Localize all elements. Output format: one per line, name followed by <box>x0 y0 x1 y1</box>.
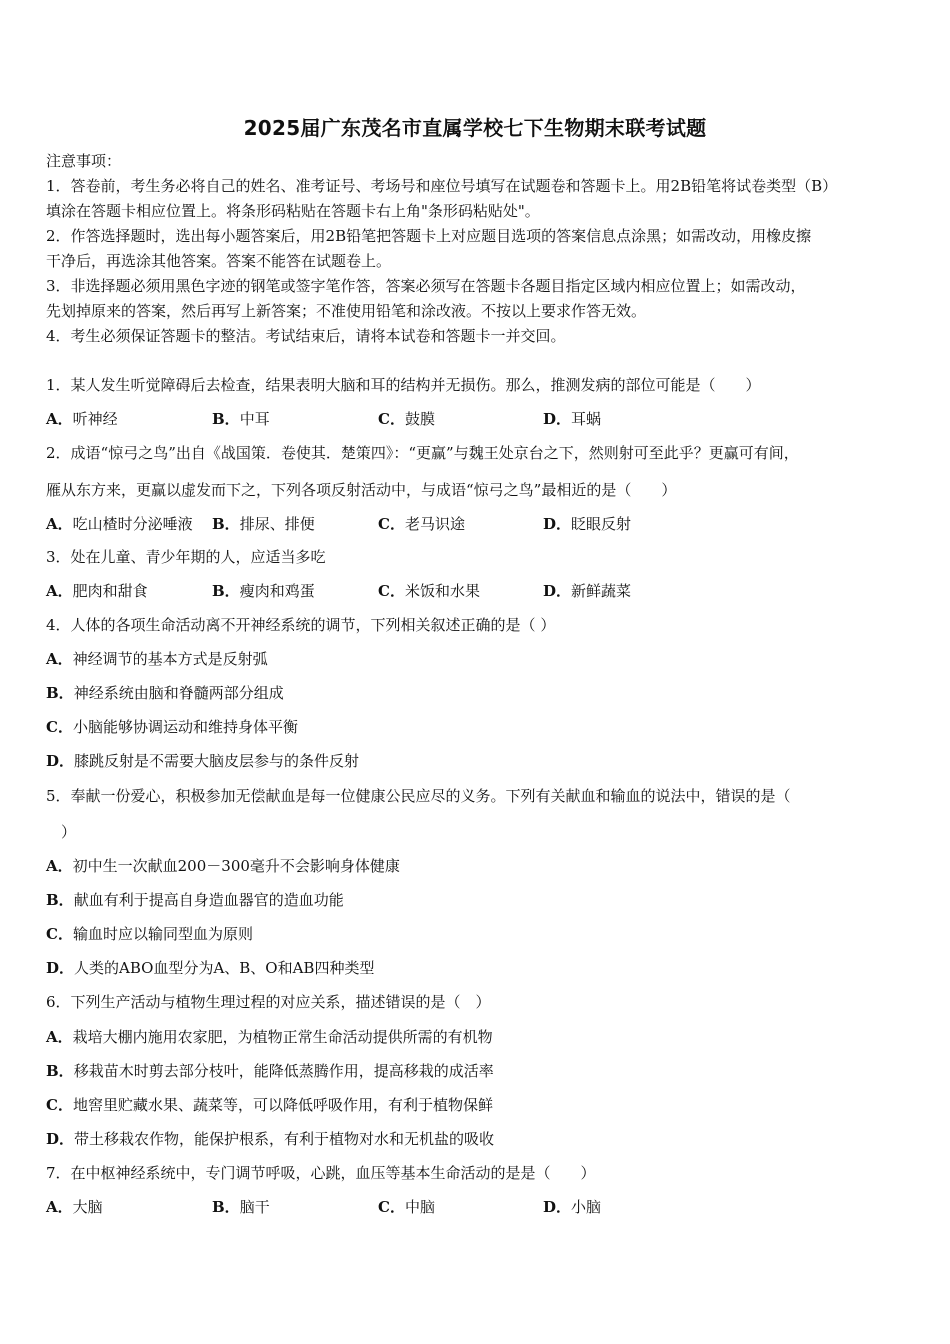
option-text: 排尿、排便 <box>239 515 315 533</box>
option-text: 献血有利于提高自身造血器官的造血功能 <box>73 891 344 909</box>
option-label: B． <box>212 515 240 533</box>
option-label: A． <box>46 1028 73 1046</box>
option-c <box>46 1096 493 1114</box>
option-d <box>46 752 359 770</box>
notice-line: 干净后，再选涂其他答案。答案不能答在试题卷上。 <box>46 252 392 270</box>
option-text: 地窖里贮藏水果、蔬菜等，可以降低呼吸作用，有利于植物保鲜 <box>72 1096 493 1114</box>
option-label: C． <box>46 718 73 736</box>
option-c <box>46 718 298 736</box>
option-label: D． <box>46 959 75 977</box>
question-stem: 1．某人发生听觉障碍后去检查，结果表明大脑和耳的结构并无损伤。那么，推测发病的部位可能是（ ） <box>46 376 761 394</box>
option-c <box>46 925 253 943</box>
option-label: A． <box>46 650 73 668</box>
option-text: 人类的ABO血型分为A、B、O和AB四种类型 <box>74 959 375 977</box>
option-label: B． <box>46 1062 74 1080</box>
question-stem: 雁从东方来，更赢以虚发而下之，下列各项反射活动中，与成语“惊弓之鸟”最相近的是（ ） <box>46 481 677 499</box>
option-b <box>212 410 270 428</box>
option-label: D． <box>543 582 572 600</box>
option-text: 新鲜蔬菜 <box>571 582 632 600</box>
option-text: 鼓膜 <box>404 410 435 428</box>
option-a <box>46 857 400 875</box>
notice-line: 3．非选择题必须用黑色字迹的钢笔或签字笔作答，答案必须写在答题卡各题目指定区域内相应位置上；如需改动， <box>46 277 806 295</box>
option-text: 老马识途 <box>404 515 465 533</box>
option-c <box>378 515 465 533</box>
notice-line: 4．考生必须保证答题卡的整洁。考试结束后，请将本试卷和答题卡一并交回。 <box>46 327 566 345</box>
option-d <box>543 582 631 600</box>
option-b <box>46 891 344 909</box>
option-label: C． <box>46 1096 73 1114</box>
notice-line: 先划掉原来的答案，然后再写上新答案；不准使用铅笔和涂改液。不按以上要求作答无效。 <box>46 302 647 320</box>
option-label: B． <box>212 1198 240 1216</box>
option-label: B． <box>46 891 74 909</box>
option-label: D． <box>46 1130 75 1148</box>
notice-line: 2．作答选择题时，选出每小题答案后，用2B铅笔把答题卡上对应题目选项的答案信息点涂黑；如需改动，用橡皮擦 <box>46 227 812 245</box>
option-text: 大脑 <box>72 1198 103 1216</box>
option-text: 吃山楂时分泌唾液 <box>72 515 193 533</box>
option-a <box>46 1028 493 1046</box>
option-text: 带土移栽农作物，能保护根系，有利于植物对水和无机盐的吸收 <box>74 1130 495 1148</box>
question-stem: 6．下列生产活动与植物生理过程的对应关系，描述错误的是（ ） <box>46 993 491 1011</box>
option-a <box>46 410 118 428</box>
option-label: D． <box>543 515 572 533</box>
option-label: B． <box>212 582 240 600</box>
option-label: B． <box>46 684 74 702</box>
option-b <box>212 582 315 600</box>
option-label: C． <box>378 1198 405 1216</box>
option-text: 移栽苗木时剪去部分枝叶，能降低蒸腾作用，提高移栽的成活率 <box>73 1062 494 1080</box>
notice-heading: 注意事项： <box>46 152 122 170</box>
question-stem: 7．在中枢神经系统中，专门调节呼吸，心跳，血压等基本生命活动的是是（ ） <box>46 1164 596 1182</box>
option-label: A． <box>46 515 73 533</box>
option-text: 初中生一次献血200－300毫升不会影响身体健康 <box>72 857 400 875</box>
notice-line: 填涂在答题卡相应位置上。将条形码粘贴在答题卡右上角"条形码粘贴处"。 <box>46 202 540 220</box>
option-b <box>212 1198 270 1216</box>
option-d <box>46 1130 494 1148</box>
option-text: 听神经 <box>72 410 118 428</box>
option-text: 神经调节的基本方式是反射弧 <box>72 650 268 668</box>
option-text: 小脑 <box>571 1198 602 1216</box>
option-a <box>46 650 268 668</box>
option-label: A． <box>46 410 73 428</box>
option-b <box>212 515 315 533</box>
option-label: D． <box>543 1198 572 1216</box>
option-b <box>46 1062 494 1080</box>
option-a <box>46 515 193 533</box>
option-b <box>46 684 284 702</box>
option-label: A． <box>46 857 73 875</box>
page-title: 2025届广东茂名市直属学校七下生物期末联考试题 <box>243 116 707 140</box>
question-stem: 2．成语“惊弓之鸟”出自《战国策．卷使其．楚策四》：“更赢”与魏王处京台之下，然则射可至此乎？更赢可有间， <box>46 444 799 462</box>
option-text: 眨眼反射 <box>571 515 632 533</box>
option-text: 肥肉和甜食 <box>72 582 148 600</box>
option-text: 中脑 <box>404 1198 435 1216</box>
option-d <box>543 1198 601 1216</box>
option-c <box>378 582 480 600</box>
option-text: 瘦肉和鸡蛋 <box>239 582 315 600</box>
option-label: C． <box>46 925 73 943</box>
question-stem: 5．奉献一份爱心，积极参加无偿献血是每一位健康公民应尽的义务。下列有关献血和输血的说法中，错误的是（ <box>46 787 791 805</box>
option-label: D． <box>543 410 572 428</box>
option-d <box>543 515 631 533</box>
option-label: D． <box>46 752 75 770</box>
option-a <box>46 1198 103 1216</box>
option-a <box>46 582 148 600</box>
notice-line: 1．答卷前，考生务必将自己的姓名、准考证号、考场号和座位号填写在试题卷和答题卡上。用2B铅笔将试卷类型（B） <box>46 177 838 195</box>
option-text: 脑干 <box>239 1198 270 1216</box>
option-label: C． <box>378 582 405 600</box>
question-stem: 4．人体的各项生命活动离不开神经系统的调节，下列相关叙述正确的是（ ） <box>46 616 556 634</box>
option-c <box>378 1198 435 1216</box>
option-d <box>46 959 374 977</box>
option-text: 中耳 <box>239 410 270 428</box>
question-stem: 3．处在儿童、青少年期的人，应适当多吃 <box>46 548 326 566</box>
option-d <box>543 410 601 428</box>
option-label: B． <box>212 410 240 428</box>
option-label: A． <box>46 1198 73 1216</box>
option-text: 米饭和水果 <box>404 582 480 600</box>
question-stem: ） <box>46 823 77 841</box>
option-label: C． <box>378 410 405 428</box>
option-text: 输血时应以输同型血为原则 <box>72 925 253 943</box>
option-text: 膝跳反射是不需要大脑皮层参与的条件反射 <box>74 752 360 770</box>
option-label: A． <box>46 582 73 600</box>
option-text: 耳蜗 <box>571 410 602 428</box>
option-c <box>378 410 435 428</box>
option-text: 栽培大棚内施用农家肥，为植物正常生命活动提供所需的有机物 <box>72 1028 493 1046</box>
option-label: C． <box>378 515 405 533</box>
option-text: 神经系统由脑和脊髓两部分组成 <box>73 684 284 702</box>
option-text: 小脑能够协调运动和维持身体平衡 <box>72 718 298 736</box>
